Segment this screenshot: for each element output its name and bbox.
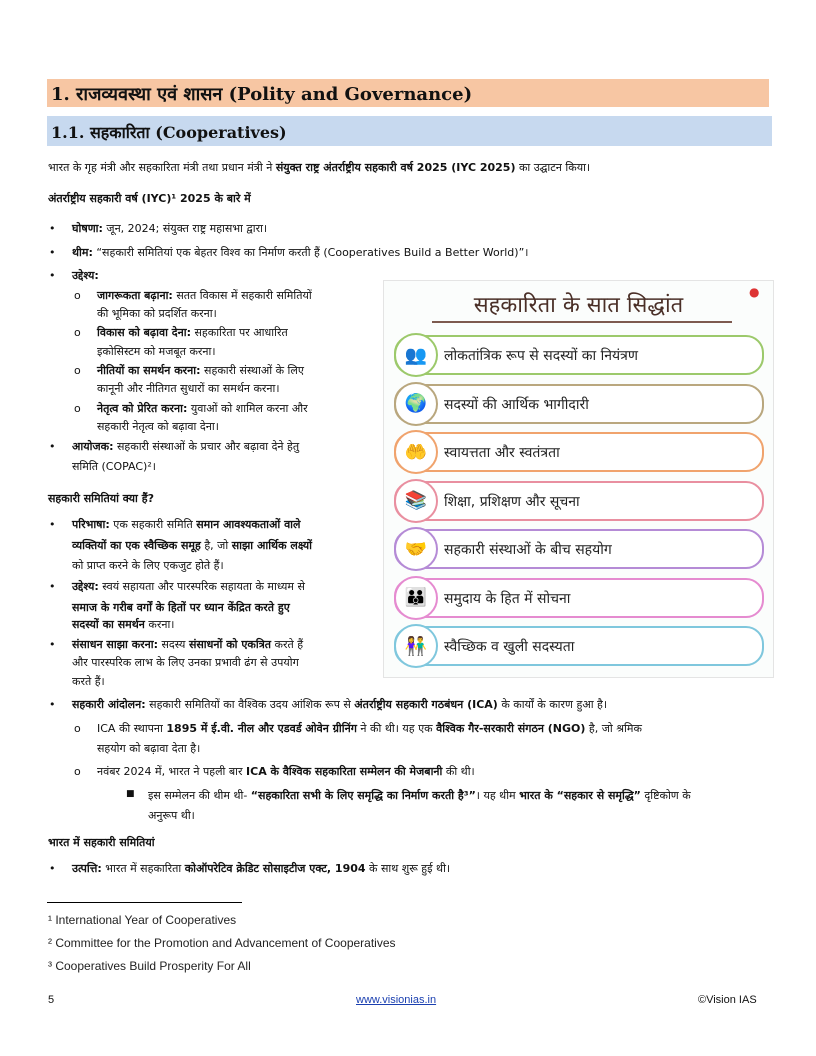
square-bullet-icon: ■ xyxy=(126,789,135,799)
definition-line: व्यक्तियों का एक स्वैच्छिक समूह है, जो साझा आर्थिक लक्ष्यों xyxy=(72,539,312,552)
footnote-divider xyxy=(47,902,242,903)
resources-line: संसाधन साझा करना: सदस्य संसाधनों को एकत्रित करते हैं xyxy=(72,638,304,651)
objective-item: नीतियों का समर्थन करना: सहकारी संस्थाओं के लिए xyxy=(97,364,304,377)
iyc-theme: थीम: “सहकारी समितियां एक बेहतर विश्व का निर्माण करती हैं (Cooperatives Build a Better World)”। xyxy=(72,246,529,259)
theme-line: इस सम्मेलन की थीम थी- “सहकारिता सभी के लिए समृद्धि का निर्माण करती है³”। यह थीम भारत के “सहकार से समृद्धि” दृष्टिकोण के xyxy=(148,789,691,802)
objective-item-cont: कानूनी और नीतिगत सुधारों का समर्थन करना। xyxy=(97,382,280,395)
movement-line: सहकारी आंदोलन: सहकारी समितियों का वैश्विक उदय आंशिक रूप से अंतर्राष्ट्रीय सहकारी गठबंधन (ICA) के कार्यों के कारण हुआ है। xyxy=(72,698,608,711)
principle-label: सदस्यों की आर्थिक भागीदारी xyxy=(444,396,589,413)
copyright: ©Vision IAS xyxy=(698,994,757,1006)
books-icon: 📚 xyxy=(394,479,438,523)
ica-line: ICA की स्थापना 1895 में ई.वी. नील और एडवर्ड ओवेन ग्रीनिंग ने की थी। यह एक वैश्विक गैर-सरकारी संगठन (NGO) है, जो श्रमिक xyxy=(97,722,642,735)
objective-item-cont: की भूमिका को प्रदर्शित करना। xyxy=(97,307,217,320)
iyc-ghoshna: घोषणा: जून, 2024; संयुक्त राष्ट्र महासभा द्वारा। xyxy=(72,222,268,235)
principle-label: लोकतांत्रिक रूप से सदस्यों का नियंत्रण xyxy=(444,348,638,364)
principle-row xyxy=(394,626,764,666)
principle-label: समुदाय के हित में सोचना xyxy=(444,590,571,607)
india-heading: भारत में सहकारी समितियां xyxy=(48,836,155,849)
definition-line: को प्राप्त करने के लिए एकजुट होते हैं। xyxy=(72,559,224,572)
sub-bullet-icon: o xyxy=(74,289,81,302)
resources-line: करते हैं। xyxy=(72,675,105,688)
bullet-icon: • xyxy=(49,440,56,453)
sub-bullet-icon: o xyxy=(74,364,81,377)
community-icon: 👪 xyxy=(394,576,438,620)
definition-line: परिभाषा: एक सहकारी समिति समान आवश्यकताओं वाले xyxy=(72,518,301,531)
theme-line-cont: अनुरूप थी। xyxy=(148,809,195,822)
intro-paragraph: भारत के गृह मंत्री और सहकारिता मंत्री तथा प्रधान मंत्री ने संयुक्त राष्ट्र अंतर्राष्ट्रीय सहकारी वर्ष 2025 (IYC 2025) का उद्घाटन किया। xyxy=(48,161,591,174)
footnote-3: ³ Cooperatives Build Prosperity For All xyxy=(48,959,251,973)
sub-bullet-icon: o xyxy=(74,765,81,778)
footnote-1: ¹ International Year of Cooperatives xyxy=(48,913,237,927)
sub-bullet-icon: o xyxy=(74,722,81,735)
bullet-icon: • xyxy=(49,269,56,282)
bullet-icon: • xyxy=(49,698,56,711)
principle-label: स्वायत्तता और स्वतंत्रता xyxy=(444,445,560,461)
principle-row xyxy=(394,578,764,618)
iyc-heading: अंतर्राष्ट्रीय सहकारी वर्ष (IYC)¹ 2025 के बारे में xyxy=(48,192,251,205)
origin-line: उत्पत्ति: भारत में सहकारिता कोऑपरेटिव क्रेडिट सोसाइटीज एक्ट, 1904 के साथ शुरू हुई थी। xyxy=(72,862,451,875)
iyc-uddeshya: उद्देश्य: xyxy=(72,269,99,282)
bullet-icon: • xyxy=(49,580,56,593)
handshake-icon: 🤝 xyxy=(394,527,438,571)
objective-item-cont: इकोसिस्टम को मजबूत करना। xyxy=(97,345,216,358)
iyc-ayojak-cont: समिति (COPAC)²। xyxy=(72,460,156,473)
bullet-icon: • xyxy=(49,862,56,875)
objective-item: जागरूकता बढ़ाना: सतत विकास में सहकारी समितियों xyxy=(97,289,312,302)
bullet-icon: • xyxy=(49,222,56,235)
sub-bullet-icon: o xyxy=(74,326,81,339)
team-icon: 👫 xyxy=(394,624,438,668)
footnote-2: ² Committee for the Promotion and Advancement of Cooperatives xyxy=(48,936,396,950)
resources-line: और पारस्परिक लाभ के लिए उनका प्रभावी ढंग से उपयोग xyxy=(72,656,299,669)
principle-row xyxy=(394,335,764,375)
objective-item: विकास को बढ़ावा देना: सहकारिता पर आधारित xyxy=(97,326,288,339)
section-heading-2: 1.1. सहकारिता (Cooperatives) xyxy=(47,116,772,146)
principle-label: शिक्षा, प्रशिक्षण और सूचना xyxy=(444,493,580,510)
section-heading-1: 1. राजव्यवस्था एवं शासन (Polity and Governance) xyxy=(47,79,769,107)
seven-principles-infographic xyxy=(383,280,774,678)
principle-label: स्वैच्छिक व खुली सदस्यता xyxy=(444,639,575,655)
bullet-icon: • xyxy=(49,246,56,259)
sub-bullet-icon: o xyxy=(74,402,81,415)
globe-coins-icon: 🌍 xyxy=(394,382,438,426)
bullet-icon: • xyxy=(49,518,56,531)
objective-item: नेतृत्व को प्रेरित करना: युवाओं को शामिल करना और xyxy=(97,402,308,415)
what-heading: सहकारी समितियां क्या हैं? xyxy=(48,492,154,505)
website-link[interactable]: www.visionias.in xyxy=(356,994,437,1006)
objective-line: सदस्यों का समर्थन करना। xyxy=(72,618,175,631)
objective-line: उद्देश्य: स्वयं सहायता और पारस्परिक सहायता के माध्यम से xyxy=(72,580,305,593)
logo-icon: ● xyxy=(749,285,760,299)
bullet-icon: • xyxy=(49,638,56,651)
iyc-ayojak: आयोजक: सहकारी संस्थाओं के प्रचार और बढ़ावा देने हेतु xyxy=(72,440,300,453)
hands-icon: 🤲 xyxy=(394,430,438,474)
principle-row xyxy=(394,529,764,569)
objective-line: समाज के गरीब वर्गों के हितों पर ध्यान केंद्रित करते हुए xyxy=(72,601,290,614)
principle-row xyxy=(394,481,764,521)
ica-line-cont: सहयोग को बढ़ावा देता है। xyxy=(97,742,201,755)
principle-row xyxy=(394,384,764,424)
principle-label: सहकारी संस्थाओं के बीच सहयोग xyxy=(444,542,612,558)
people-meeting-icon: 👥 xyxy=(394,333,438,377)
infographic-title: सहकारिता के सात सिद्धांत xyxy=(473,293,684,318)
principle-row xyxy=(394,432,764,472)
conference-line: नवंबर 2024 में, भारत ने पहली बार ICA के वैश्विक सहकारिता सम्मेलन की मेजबानी की थी। xyxy=(97,765,475,778)
objective-item-cont: सहकारी नेतृत्व को बढ़ावा देना। xyxy=(97,420,219,433)
title-underline xyxy=(432,321,732,323)
page-number: 5 xyxy=(48,994,55,1006)
